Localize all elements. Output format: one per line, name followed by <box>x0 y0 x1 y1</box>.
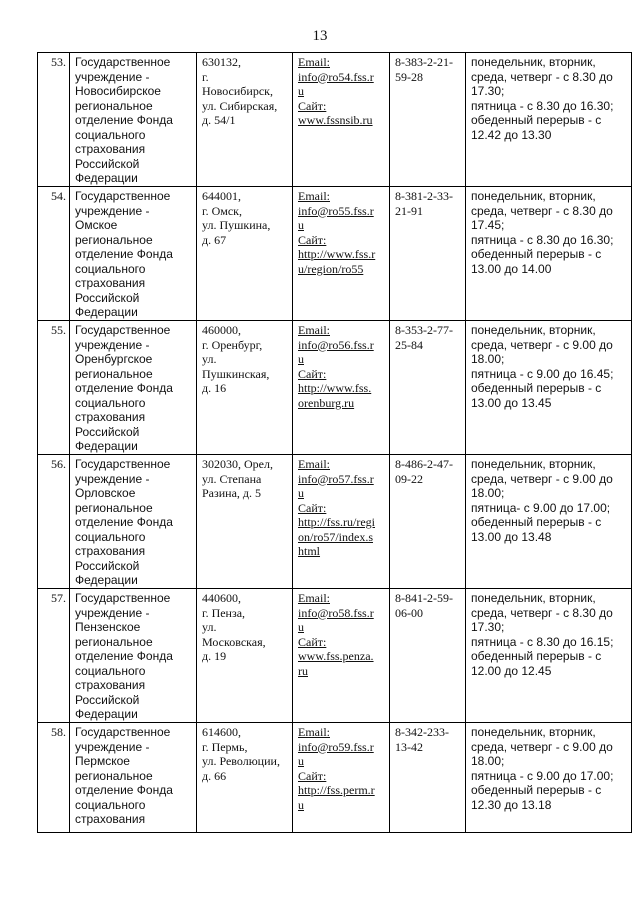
office-hours-line: 17.45; <box>471 218 505 232</box>
office-name <box>70 589 197 723</box>
office-name-line: Государственное <box>75 591 171 605</box>
office-name-line: региональное <box>75 366 153 381</box>
office-contact-line: Сайт: <box>298 232 327 247</box>
office-phone-line: 8-342-233- <box>395 725 449 739</box>
office-hours-line: 13.00 до 14.00 <box>471 261 552 276</box>
office-name-line: учреждение - <box>75 203 150 218</box>
office-name-line: региональное <box>75 634 153 649</box>
office-contact-line: u <box>298 352 304 366</box>
office-contacts <box>293 589 390 723</box>
office-contact-line: orenburg.ru <box>298 395 355 410</box>
office-name <box>70 187 197 321</box>
office-name-line: Оренбургское <box>75 352 153 366</box>
office-name-line: учреждение - <box>75 605 150 620</box>
office-name <box>70 455 197 589</box>
office-address-line: 302030, Орел, <box>202 457 273 471</box>
office-hours-line: среда, четверг - с 8.30 до <box>471 203 613 218</box>
office-hours-line: 12.30 до 13.18 <box>471 797 552 812</box>
office-name-line: социального <box>75 663 146 678</box>
office-hours-line: 18.00; <box>471 486 505 500</box>
office-name-line: социального <box>75 529 146 544</box>
office-name-line: отделение Фонда <box>75 113 173 127</box>
office-phone-line: 06-00 <box>395 605 423 620</box>
office-hours-line: среда, четверг - с 9.00 до <box>471 471 613 486</box>
office-name-line: отделение Фонда <box>75 247 173 261</box>
office-contact-line: Email: <box>298 189 330 203</box>
office-hours <box>466 723 632 833</box>
office-phone-line: 8-841-2-59- <box>395 591 453 605</box>
row-number: 54. <box>38 187 70 321</box>
office-contact-line: u <box>298 754 304 768</box>
office-hours-line: среда, четверг - с 9.00 до <box>471 739 613 754</box>
table-row <box>38 455 632 589</box>
office-name-line: учреждение - <box>75 69 150 84</box>
table-row <box>38 187 632 321</box>
row-number: 57. <box>38 589 70 723</box>
office-contacts <box>293 321 390 455</box>
office-contacts <box>293 723 390 833</box>
office-contact-line: html <box>298 544 321 558</box>
office-name-line: социального <box>75 127 146 142</box>
office-contact-line: info@ro58.fss.r <box>298 605 374 620</box>
office-contact-line: www.fss.penza. <box>298 649 374 663</box>
office-contact-line: Email: <box>298 323 330 337</box>
office-name-line: социального <box>75 261 146 276</box>
table-body <box>38 53 632 833</box>
office-contact-line: ru <box>298 663 308 678</box>
office-name-line: Новосибирское <box>75 84 161 98</box>
office-hours-line: понедельник, вторник, <box>471 457 596 471</box>
office-hours-line: пятница - с 8.30 до 16.30; <box>471 98 614 113</box>
office-contact-line: info@ro56.fss.r <box>298 337 374 352</box>
office-name-line: Российской <box>75 558 140 573</box>
office-name-line: региональное <box>75 500 153 515</box>
office-address <box>197 187 293 321</box>
row-number: 53. <box>38 53 70 187</box>
office-address-line: ул. <box>202 352 217 366</box>
office-hours-line: понедельник, вторник, <box>471 189 596 203</box>
office-name-line: Государственное <box>75 323 171 337</box>
office-address-line: 460000, <box>202 323 241 337</box>
office-phone <box>390 455 466 589</box>
office-address-line: 630132, <box>202 55 241 69</box>
office-hours-line: пятница - с 9.00 до 16.45; <box>471 366 614 381</box>
office-name-line: региональное <box>75 98 153 113</box>
office-hours-line: обеденный перерыв - с <box>471 381 602 395</box>
office-contact-line: Email: <box>298 55 330 69</box>
office-hours-line: 12.42 до 13.30 <box>471 127 552 142</box>
office-contact-line: u <box>298 486 304 500</box>
office-hours <box>466 187 632 321</box>
office-contact-line: Email: <box>298 457 330 471</box>
office-name-line: отделение Фонда <box>75 649 173 663</box>
office-hours-line: среда, четверг - с 8.30 до <box>471 605 613 620</box>
office-name-line: социального <box>75 395 146 410</box>
office-address-line: д. 66 <box>202 768 227 783</box>
office-address-line: Разина, д. 5 <box>202 486 262 500</box>
office-name-line: Пермское <box>75 754 130 768</box>
office-name-line: социального <box>75 797 146 812</box>
office-address-line: 440600, <box>202 591 241 605</box>
office-phone <box>390 589 466 723</box>
office-address-line: д. 67 <box>202 232 227 247</box>
office-hours-line: обеденный перерыв - с <box>471 247 602 261</box>
office-contact-line: on/ro57/index.s <box>298 529 373 544</box>
office-hours-line: понедельник, вторник, <box>471 323 596 337</box>
office-contact-line: u <box>298 218 304 232</box>
office-contact-line: http://www.fss.r <box>298 247 376 261</box>
office-phone-line: 8-383-2-21- <box>395 55 453 69</box>
office-contacts <box>293 455 390 589</box>
office-address-line: 614600, <box>202 725 241 739</box>
office-name-line: Государственное <box>75 55 171 69</box>
office-hours <box>466 321 632 455</box>
office-address-line: д. 19 <box>202 649 227 663</box>
office-hours <box>466 455 632 589</box>
office-phone-line: 8-353-2-77- <box>395 323 453 337</box>
office-address <box>197 455 293 589</box>
office-name-line: Российской <box>75 692 140 707</box>
office-contact-line: Сайт: <box>298 768 327 783</box>
office-contact-line: Сайт: <box>298 366 327 381</box>
office-contacts <box>293 53 390 187</box>
office-contact-line: http://www.fss. <box>298 381 372 395</box>
office-hours-line: среда, четверг - с 8.30 до <box>471 69 613 84</box>
office-contact-line: u <box>298 797 304 812</box>
office-contact-line: Email: <box>298 725 330 739</box>
office-name-line: Российской <box>75 290 140 305</box>
office-name-line: региональное <box>75 768 153 783</box>
office-address-line: д. 16 <box>202 381 227 395</box>
office-hours-line: 13.00 до 13.48 <box>471 529 552 544</box>
office-hours-line: 13.00 до 13.45 <box>471 395 552 410</box>
office-contact-line: Сайт: <box>298 634 327 649</box>
office-name-line: Орловское <box>75 486 136 500</box>
office-phone-line: 25-84 <box>395 337 423 352</box>
office-contact-line: http://fss.ru/regi <box>298 515 375 529</box>
office-hours-line: 17.30; <box>471 620 505 634</box>
office-name-line: отделение Фонда <box>75 515 173 529</box>
office-address <box>197 321 293 455</box>
office-name-line: учреждение - <box>75 471 150 486</box>
office-phone-line: 59-28 <box>395 69 423 84</box>
office-address-line: г. Пермь, <box>202 739 248 754</box>
office-address <box>197 723 293 833</box>
office-name-line: учреждение - <box>75 337 150 352</box>
office-hours-line: обеденный перерыв - с <box>471 113 602 127</box>
office-name-line: страхования <box>75 410 146 424</box>
office-name-line: страхования <box>75 544 146 558</box>
office-name-line: Российской <box>75 156 140 171</box>
office-contact-line: www.fssnsib.ru <box>298 113 373 127</box>
office-name-line: Омское <box>75 218 118 232</box>
office-hours-line: обеденный перерыв - с <box>471 783 602 797</box>
office-address-line: ул. <box>202 620 217 634</box>
page-number: 13 <box>312 28 328 44</box>
office-hours-line: пятница - с 8.30 до 16.30; <box>471 232 614 247</box>
office-phone-line: 21-91 <box>395 203 423 218</box>
office-address-line: ул. Революции, <box>202 754 280 768</box>
office-address-line: г. Пенза, <box>202 605 246 620</box>
office-name-line: Федерации <box>75 439 138 453</box>
office-hours-line: среда, четверг - с 9.00 до <box>471 337 613 352</box>
office-contact-line: info@ro54.fss.r <box>298 69 374 84</box>
table-row <box>38 723 632 833</box>
office-address <box>197 53 293 187</box>
office-address-line: д. 54/1 <box>202 113 236 127</box>
office-address-line: ул. Пушкина, <box>202 218 271 232</box>
office-hours-line: обеденный перерыв - с <box>471 515 602 529</box>
office-name-line: страхования <box>75 142 146 156</box>
table-row <box>38 589 632 723</box>
office-contact-line: info@ro57.fss.r <box>298 471 374 486</box>
row-number: 56. <box>38 455 70 589</box>
office-name-line: страхования <box>75 276 146 290</box>
office-name-line: отделение Фонда <box>75 381 173 395</box>
office-address-line: ул. Степана <box>202 471 262 486</box>
office-name-line: Пензенское <box>75 620 141 634</box>
office-contact-line: Сайт: <box>298 98 327 113</box>
office-contact-line: u <box>298 620 304 634</box>
office-name-line: Федерации <box>75 573 138 587</box>
office-contacts <box>293 187 390 321</box>
office-address-line: Московская, <box>202 634 266 649</box>
office-contact-line: Email: <box>298 591 330 605</box>
office-address <box>197 589 293 723</box>
office-hours-line: пятница - с 9.00 до 17.00; <box>471 768 614 783</box>
office-hours-line: понедельник, вторник, <box>471 591 596 605</box>
office-contact-line: http://fss.perm.r <box>298 783 375 797</box>
office-phone <box>390 321 466 455</box>
office-address-line: ул. Сибирская, <box>202 98 278 113</box>
table-row <box>38 321 632 455</box>
office-name-line: страхования <box>75 812 146 826</box>
office-address-line: Пушкинская, <box>202 366 270 381</box>
office-hours <box>466 589 632 723</box>
office-address-line: 644001, <box>202 189 241 203</box>
office-phone <box>390 723 466 833</box>
office-hours-line: 18.00; <box>471 754 505 768</box>
office-hours-line: понедельник, вторник, <box>471 725 596 739</box>
row-number: 55. <box>38 321 70 455</box>
office-name-line: страхования <box>75 678 146 692</box>
office-address-line: г. <box>202 69 209 84</box>
office-hours <box>466 53 632 187</box>
office-contact-line: u <box>298 84 304 98</box>
office-address-line: г. Оренбург, <box>202 337 263 352</box>
office-hours-line: пятница - с 8.30 до 16.15; <box>471 634 614 649</box>
office-hours-line: пятница- с 9.00 до 17.00; <box>471 500 611 515</box>
office-contact-line: Сайт: <box>298 500 327 515</box>
row-number: 58. <box>38 723 70 833</box>
office-phone-line: 09-22 <box>395 471 423 486</box>
office-address-line: Новосибирск, <box>202 84 273 98</box>
office-phone-line: 13-42 <box>395 739 423 754</box>
office-name-line: Российской <box>75 424 140 439</box>
office-name-line: учреждение - <box>75 739 150 754</box>
office-name-line: Государственное <box>75 189 171 203</box>
office-name-line: отделение Фонда <box>75 783 173 797</box>
office-name-line: Федерации <box>75 707 138 721</box>
office-hours-line: 12.00 до 12.45 <box>471 663 552 678</box>
offices-table <box>37 52 632 833</box>
office-phone-line: 8-486-2-47- <box>395 457 453 471</box>
office-contact-line: info@ro59.fss.r <box>298 739 374 754</box>
office-address-line: г. Омск, <box>202 203 242 218</box>
office-name-line: Федерации <box>75 171 138 185</box>
office-phone <box>390 53 466 187</box>
office-name-line: Государственное <box>75 457 171 471</box>
office-phone-line: 8-381-2-33- <box>395 189 453 203</box>
office-hours-line: 18.00; <box>471 352 505 366</box>
office-phone <box>390 187 466 321</box>
office-contact-line: u/region/ro55 <box>298 261 364 276</box>
office-name <box>70 723 197 833</box>
office-name <box>70 321 197 455</box>
office-name-line: Федерации <box>75 305 138 319</box>
office-hours-line: понедельник, вторник, <box>471 55 596 69</box>
office-name <box>70 53 197 187</box>
office-name-line: Государственное <box>75 725 171 739</box>
office-name-line: региональное <box>75 232 153 247</box>
office-hours-line: 17.30; <box>471 84 505 98</box>
office-contact-line: info@ro55.fss.r <box>298 203 374 218</box>
table-row <box>38 53 632 187</box>
office-hours-line: обеденный перерыв - с <box>471 649 602 663</box>
